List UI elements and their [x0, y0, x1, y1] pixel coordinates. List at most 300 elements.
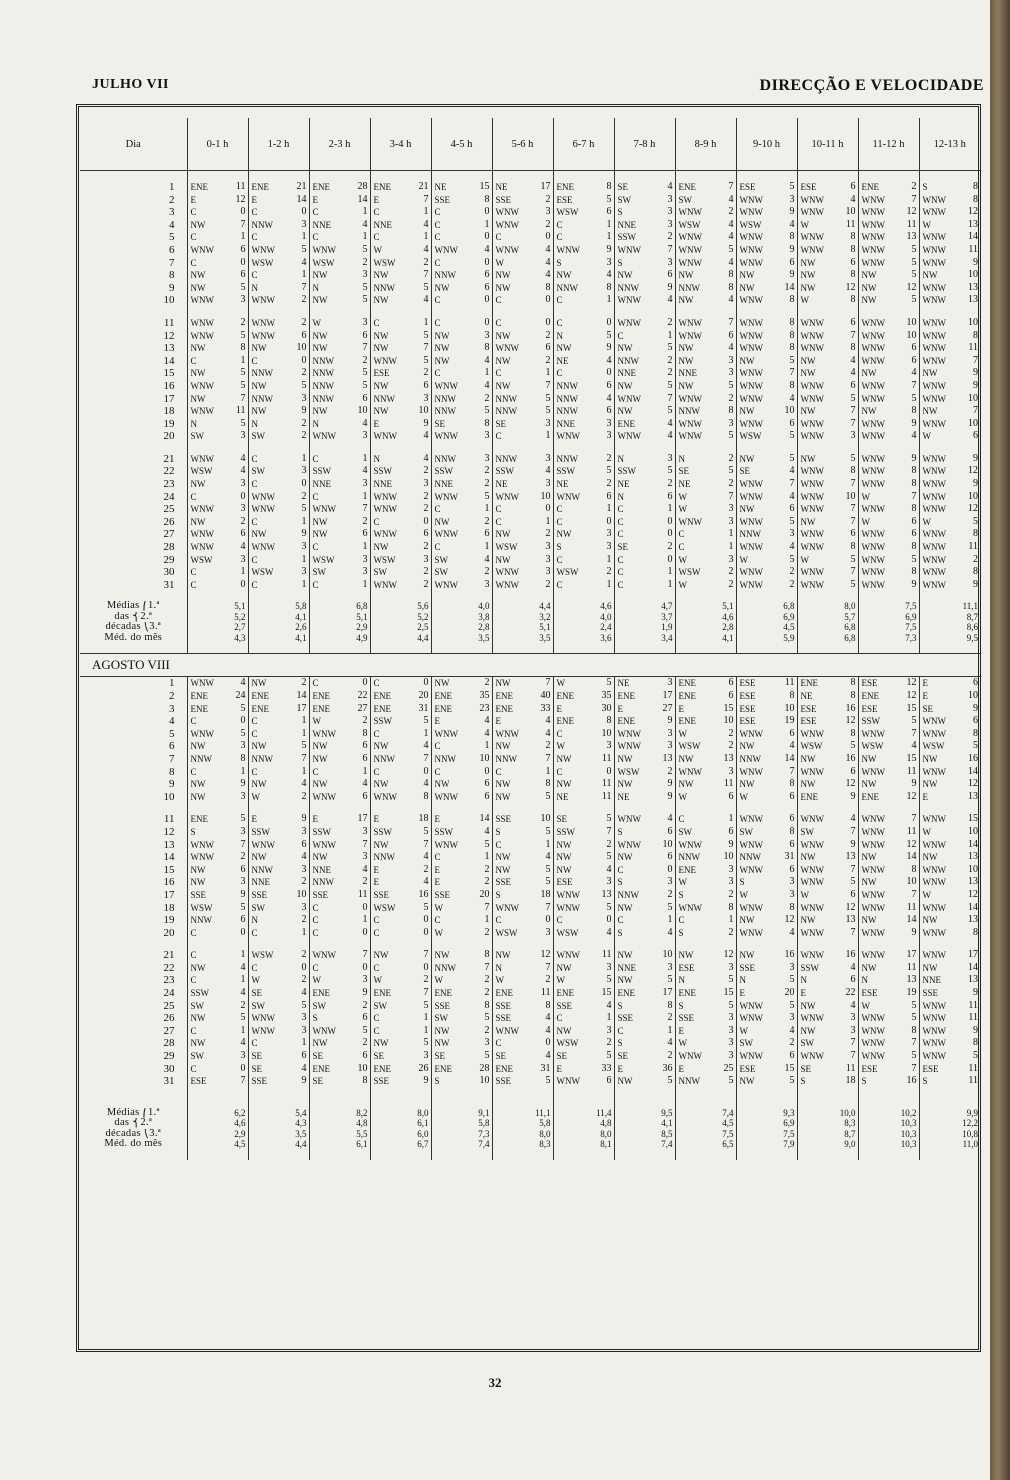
day-number: 12	[163, 329, 175, 342]
wind-speed: 0	[545, 1037, 551, 1049]
wind-direction: NW	[922, 406, 938, 417]
wind-cell	[919, 465, 980, 478]
wind-direction: SW	[190, 431, 204, 442]
wind-speed: 5	[973, 515, 978, 527]
wind-speed: 6	[606, 206, 612, 218]
wind-speed: 0	[545, 294, 551, 306]
wind-cell	[675, 851, 736, 864]
day-number: 18	[163, 901, 175, 914]
wind-direction: S	[678, 889, 684, 900]
wind-speed: 7	[911, 490, 917, 502]
wind-direction: NW	[678, 270, 694, 281]
wind-direction: NW	[373, 270, 389, 281]
table-row	[80, 740, 980, 753]
wind-speed: 6	[789, 727, 795, 739]
wind-speed: 4	[301, 987, 307, 999]
wind-speed: 4	[301, 851, 307, 863]
wind-cell	[614, 405, 675, 418]
wind-cell	[797, 889, 858, 902]
wind-cell	[248, 491, 309, 504]
wind-cell	[309, 317, 370, 330]
wind-speed: 13	[968, 281, 978, 293]
wind-direction: NW	[678, 343, 694, 354]
wind-direction: W	[434, 902, 443, 913]
wind-cell	[858, 257, 919, 270]
wind-cell	[309, 1025, 370, 1038]
wind-speed: 13	[906, 974, 917, 986]
wind-cell	[370, 367, 431, 380]
wind-speed: 8	[850, 269, 856, 281]
wind-speed: 8	[850, 465, 856, 477]
wind-speed: 8	[850, 231, 856, 243]
wind-speed: 4	[606, 999, 612, 1011]
wind-speed: 5	[911, 256, 917, 268]
wind-speed: 3	[789, 876, 795, 888]
wind-direction: E	[678, 703, 684, 714]
wind-cell	[187, 703, 248, 716]
wind-direction: E	[922, 691, 928, 701]
wind-speed: 22	[845, 987, 856, 999]
wind-cell	[431, 778, 492, 791]
wind-cell	[370, 987, 431, 1000]
wind-cell	[858, 914, 919, 927]
wind-cell	[492, 728, 553, 741]
wind-cell	[492, 194, 553, 207]
wind-cell	[736, 889, 797, 902]
wind-cell	[431, 503, 492, 516]
wind-speed: 11	[235, 405, 246, 417]
wind-cell	[675, 889, 736, 902]
wind-cell	[431, 405, 492, 418]
wind-cell	[919, 282, 980, 295]
wind-speed: 2	[301, 790, 307, 802]
wind-cell	[858, 342, 919, 355]
wind-cell	[248, 1075, 309, 1088]
wind-cell	[248, 465, 309, 478]
wind-cell	[431, 566, 492, 579]
wind-speed: 1	[362, 206, 368, 218]
wind-direction: C	[251, 766, 258, 777]
wind-cell	[736, 393, 797, 406]
wind-direction: C	[312, 453, 319, 464]
wind-direction: SSW	[434, 826, 454, 837]
wind-direction: NNW	[251, 753, 273, 764]
wind-direction: W	[678, 554, 687, 565]
wind-cell	[492, 269, 553, 282]
day-number: 1	[169, 181, 175, 193]
wind-cell	[614, 1075, 675, 1088]
wind-direction: SW	[739, 1038, 753, 1049]
wind-direction: C	[312, 678, 319, 689]
day-number: 14	[163, 851, 175, 864]
day-number: 13	[163, 838, 175, 851]
wind-speed: 4	[789, 740, 795, 752]
wind-direction: WNW	[800, 567, 824, 578]
wind-cell	[370, 579, 431, 592]
wind-cell	[431, 851, 492, 864]
wind-cell	[553, 826, 614, 839]
wind-speed: 7	[911, 727, 917, 739]
wind-speed: 17	[296, 702, 307, 714]
wind-speed: 6	[545, 342, 551, 354]
wind-speed: 5	[667, 405, 673, 417]
wind-direction: C	[617, 864, 624, 875]
wind-direction: WNW	[800, 194, 824, 205]
wind-cell	[614, 949, 675, 962]
wind-speed: 1	[728, 541, 734, 553]
wind-speed: 3	[606, 528, 612, 540]
wind-direction: WNW	[739, 814, 763, 825]
wind-cell	[553, 181, 614, 194]
wind-speed: 6	[301, 838, 307, 850]
wind-speed: 0	[484, 765, 490, 777]
wind-cell	[675, 826, 736, 839]
wind-cell	[797, 1050, 858, 1063]
wind-direction: NW	[495, 330, 511, 341]
table-row	[80, 987, 980, 1000]
wind-direction: W	[739, 554, 748, 565]
wind-cell	[736, 181, 797, 194]
wind-cell	[370, 949, 431, 962]
wind-cell	[919, 367, 980, 380]
wind-cell	[858, 839, 919, 852]
wind-speed: 2	[667, 367, 673, 379]
wind-direction: WNW	[861, 330, 885, 341]
wind-cell	[309, 851, 370, 864]
wind-cell	[675, 1025, 736, 1038]
wind-speed: 3	[301, 863, 307, 875]
wind-cell	[370, 1025, 431, 1038]
wind-direction: WNW	[739, 491, 763, 502]
wind-direction: NW	[678, 753, 694, 764]
wind-cell	[797, 294, 858, 307]
wind-speed: 2	[484, 863, 490, 875]
wind-cell	[919, 528, 980, 541]
wind-speed: 40	[540, 690, 551, 701]
day-number: 12	[163, 825, 175, 838]
wind-cell	[492, 715, 553, 728]
wind-direction: NNW	[312, 368, 334, 379]
wind-speed: 4	[728, 294, 734, 306]
wind-cell	[431, 914, 492, 927]
wind-cell	[248, 194, 309, 207]
wind-cell	[675, 478, 736, 491]
wind-speed: 6	[728, 677, 734, 689]
wind-direction: WNW	[861, 393, 885, 404]
wind-speed: 12	[968, 888, 978, 900]
wind-cell	[919, 677, 980, 690]
wind-direction: WNW	[190, 504, 214, 515]
wind-direction: WNW	[739, 232, 763, 243]
wind-direction: WSW	[312, 554, 335, 565]
wind-direction: N	[312, 418, 319, 429]
column-header-hour: 7-8 h	[614, 118, 675, 171]
wind-cell	[797, 181, 858, 194]
wind-cell	[736, 1000, 797, 1013]
wind-cell	[187, 1012, 248, 1025]
wind-cell	[614, 1050, 675, 1063]
wind-direction: ESE	[739, 182, 756, 192]
wind-cell	[797, 949, 858, 962]
wind-speed: 6	[973, 715, 978, 727]
wind-speed: 1	[240, 354, 246, 366]
wind-direction: NW	[800, 257, 816, 268]
average-label: Méd. do mês	[104, 1139, 163, 1150]
wind-cell	[675, 380, 736, 393]
wind-speed: 3	[667, 256, 673, 268]
wind-direction: SE	[312, 1051, 324, 1062]
wind-direction: WNW	[861, 504, 885, 515]
wind-speed: 5	[423, 281, 429, 293]
wind-cell	[309, 740, 370, 753]
wind-speed: 6	[911, 528, 917, 540]
wind-direction: WNW	[495, 219, 519, 230]
wind-direction: WNW	[922, 542, 946, 553]
wind-cell	[553, 1012, 614, 1025]
wind-cell	[919, 914, 980, 927]
wind-speed: 10	[540, 490, 551, 502]
wind-speed: 5	[484, 490, 490, 502]
wind-speed: 36	[662, 1062, 673, 1074]
wind-speed: 0	[606, 914, 612, 926]
wind-speed: 1	[606, 578, 612, 590]
average-value: 8,0	[797, 601, 858, 612]
wind-direction: WNW	[190, 453, 214, 464]
table-row	[80, 677, 980, 690]
wind-speed: 8	[973, 926, 978, 938]
wind-cell	[370, 393, 431, 406]
average-value: 12,2	[919, 1118, 980, 1129]
wind-direction: WNW	[861, 529, 885, 540]
wind-speed: 11	[906, 218, 917, 230]
wind-direction: NW	[800, 516, 816, 527]
wind-speed: 8	[850, 294, 856, 306]
wind-speed: 9	[606, 243, 612, 255]
wind-direction: NW	[556, 962, 572, 973]
wind-direction: WNW	[739, 728, 763, 739]
wind-cell	[797, 566, 858, 579]
wind-speed: 10	[479, 752, 490, 764]
wind-cell	[736, 330, 797, 343]
wind-cell	[675, 728, 736, 741]
wind-speed: 4	[667, 294, 673, 306]
wind-speed: 4	[484, 715, 490, 727]
wind-cell	[187, 876, 248, 889]
wind-speed: 4	[362, 863, 368, 875]
wind-cell	[492, 516, 553, 529]
average-value: 2,7	[187, 622, 248, 633]
average-value: 2,9	[187, 1129, 248, 1140]
wind-direction: WNW	[800, 927, 824, 938]
wind-direction: WNW	[861, 864, 885, 875]
day-number: 24	[163, 490, 175, 503]
wind-direction: NNE	[617, 219, 636, 230]
wind-direction: N	[739, 975, 746, 986]
wind-direction: SE	[739, 466, 751, 477]
wind-direction: WNW	[617, 317, 641, 328]
wind-speed: 5	[362, 367, 368, 379]
wind-cell	[614, 418, 675, 431]
wind-direction: WSW	[373, 257, 396, 268]
wind-direction: WNW	[495, 1025, 519, 1036]
wind-direction: W	[678, 791, 687, 802]
wind-speed: 7	[240, 838, 246, 850]
wind-cell	[431, 453, 492, 466]
wind-direction: WSW	[312, 257, 335, 268]
wind-speed: 12	[845, 778, 856, 790]
wind-speed: 12	[906, 206, 917, 218]
month-separator	[80, 654, 980, 677]
wind-direction: W	[922, 826, 931, 837]
average-value: 8,7	[919, 612, 980, 623]
wind-cell	[187, 194, 248, 207]
wind-direction: WNW	[861, 579, 885, 590]
wind-cell	[797, 219, 858, 232]
wind-speed: 2	[240, 515, 246, 527]
wind-speed: 9	[789, 206, 795, 218]
average-label: Médias ⎛1.ª	[106, 1107, 160, 1118]
wind-direction: WNW	[800, 343, 824, 354]
wind-direction: ENE	[312, 988, 330, 999]
wind-direction: NW	[373, 406, 389, 417]
wind-direction: WNW	[373, 529, 397, 540]
average-value: 3,6	[553, 633, 614, 644]
wind-cell	[553, 889, 614, 902]
wind-cell	[858, 791, 919, 804]
wind-speed: 2	[301, 490, 307, 502]
wind-speed: 2	[423, 503, 429, 515]
wind-direction: NW	[495, 852, 511, 863]
wind-direction: C	[251, 1038, 258, 1049]
wind-cell	[553, 927, 614, 940]
wind-cell	[370, 380, 431, 393]
wind-cell	[187, 1050, 248, 1063]
wind-speed: 0	[667, 553, 673, 565]
wind-speed: 6	[301, 1050, 307, 1062]
wind-cell	[858, 380, 919, 393]
wind-speed: 1	[667, 329, 673, 341]
wind-cell	[675, 766, 736, 779]
wind-cell	[675, 690, 736, 703]
wind-speed: 5	[545, 405, 551, 417]
table-row	[80, 962, 980, 975]
wind-cell	[736, 728, 797, 741]
wind-direction: C	[373, 1013, 380, 1024]
wind-cell	[370, 962, 431, 975]
wind-cell	[309, 690, 370, 703]
table-row	[80, 206, 980, 219]
average-value: 5,6	[370, 601, 431, 612]
wind-cell	[675, 330, 736, 343]
wind-direction: W	[739, 1025, 748, 1036]
wind-direction: ESE	[922, 1063, 939, 1074]
wind-speed: 12	[845, 281, 856, 293]
wind-speed: 14	[784, 281, 795, 293]
wind-cell	[553, 677, 614, 690]
average-value: 8,2	[309, 1108, 370, 1119]
wind-direction: S	[312, 1013, 318, 1024]
wind-direction: C	[495, 516, 502, 527]
wind-speed: 10	[662, 838, 673, 850]
wind-direction: ESE	[800, 182, 817, 192]
wind-cell	[675, 927, 736, 940]
wind-direction: WNW	[556, 950, 580, 961]
wind-cell	[492, 1000, 553, 1013]
wind-direction: NW	[373, 1038, 389, 1049]
wind-speed: 3	[728, 876, 734, 888]
wind-direction: WNW	[800, 504, 824, 515]
wind-speed: 8	[606, 281, 612, 293]
wind-direction: SSE	[678, 1013, 695, 1024]
wind-cell	[614, 703, 675, 716]
wind-cell	[736, 987, 797, 1000]
wind-cell	[187, 430, 248, 443]
wind-direction: W	[251, 791, 260, 802]
wind-cell	[797, 367, 858, 380]
wind-direction: WNW	[800, 466, 824, 477]
wind-cell	[858, 962, 919, 975]
wind-direction: WNW	[251, 317, 275, 328]
wind-speed: 7	[850, 417, 856, 429]
wind-speed: 8	[789, 231, 795, 243]
wind-direction: SE	[922, 703, 934, 714]
wind-cell	[187, 740, 248, 753]
wind-speed: 7	[850, 405, 856, 417]
wind-direction: WNW	[312, 839, 336, 850]
wind-cell	[370, 876, 431, 889]
wind-direction: C	[373, 232, 380, 243]
wind-direction: NW	[251, 343, 267, 354]
wind-direction: WNW	[678, 232, 702, 243]
wind-speed: 9	[301, 405, 307, 417]
wind-speed: 0	[484, 256, 490, 268]
wind-speed: 13	[968, 914, 978, 926]
wind-cell	[431, 430, 492, 443]
wind-speed: 8	[789, 690, 795, 701]
wind-direction: WSW	[617, 766, 640, 777]
wind-speed: 3	[484, 430, 490, 442]
wind-speed: 15	[723, 702, 734, 714]
wind-cell	[248, 753, 309, 766]
wind-cell	[187, 851, 248, 864]
wind-speed: 8	[484, 949, 490, 961]
wind-cell	[736, 1050, 797, 1063]
wind-direction: C	[373, 927, 380, 938]
average-value: 6,5	[675, 1139, 736, 1150]
wind-cell	[187, 231, 248, 244]
wind-direction: WNW	[739, 380, 763, 391]
wind-direction: SE	[251, 1063, 263, 1074]
wind-speed: 4	[789, 1024, 795, 1036]
spacer-row	[80, 591, 980, 601]
wind-cell	[553, 465, 614, 478]
wind-speed: 4	[728, 231, 734, 243]
wind-cell	[492, 677, 553, 690]
wind-cell	[858, 330, 919, 343]
wind-direction: NNW	[739, 753, 761, 764]
wind-direction: NNE	[922, 975, 941, 986]
wind-cell	[736, 478, 797, 491]
wind-cell	[431, 491, 492, 504]
wind-direction: SSW	[617, 232, 637, 243]
day-number: 4	[169, 218, 175, 231]
wind-cell	[919, 478, 980, 491]
wind-direction: NNE	[678, 368, 697, 379]
wind-direction: WNW	[617, 839, 641, 850]
wind-direction: NW	[617, 270, 633, 281]
wind-cell	[248, 579, 309, 592]
wind-speed: 4	[789, 465, 795, 477]
